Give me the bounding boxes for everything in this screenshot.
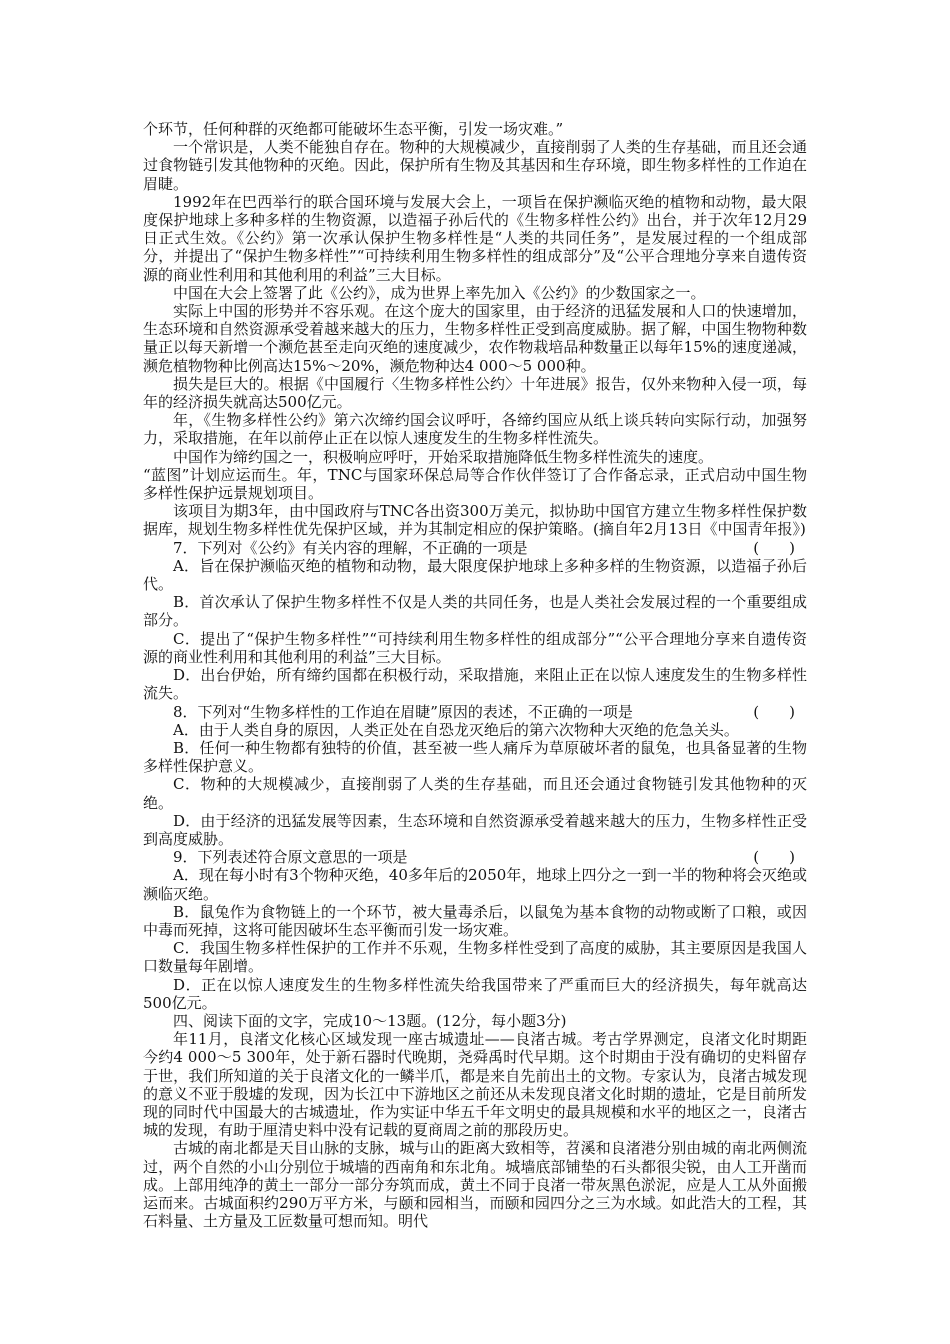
question-8-option-b: B．任何一种生物都有独特的价值，甚至被一些人痛斥为草原破坏者的鼠兔，也具备显著的生物多样性保护意义。 xyxy=(143,738,807,776)
document-body xyxy=(143,120,807,1230)
paragraph-1: 个环节，任何种群的灭绝都可能破坏生态平衡，引发一场灾难。” xyxy=(143,120,564,138)
section-4-paragraph-2: 古城的南北都是天目山脉的支脉，城与山的距离大致相等，苕溪和良渚港分别由城的南北两侧流过，两个自然的小山分别位于城墙的西南角和东北角。城墙底部铺垫的石头都很尖锐，由人工开凿而成。上部用纯净的黄土一部分一部分夯筑而成，黄土不同于良渚一带灰黑色淤泥，应是人工从外面搬运而来。古城面积约290万平方米，与颐和园相当，而颐和园四分之三为水域。如此浩大的工程，其石料量、土方量及工匠数量可想而知。明代 xyxy=(143,1139,807,1231)
paragraph-4: 中国在大会上签署了此《公约》，成为世界上率先加入《公约》的少数国家之一。 xyxy=(173,283,706,302)
question-8-answer-blank: ( ) xyxy=(753,702,795,721)
question-9-answer-blank: ( ) xyxy=(753,848,795,867)
paragraph-8: 中国作为缔约国之一，积极响应呼吁，开始采取措施降低生物多样性流失的速度。 xyxy=(173,447,714,466)
question-7-option-a: A．旨在保护濒临灭绝的植物和动物，最大限度保护地球上多种多样的生物资源，以造福子孙后代。 xyxy=(143,556,807,594)
question-8-option-d: D．由于经济的迅猛发展等因素，生态环境和自然资源承受着越来越大的压力，生物多样性正受到高度威胁。 xyxy=(143,811,807,848)
question-9-stem xyxy=(143,848,807,866)
question-7-answer-blank: ( ) xyxy=(753,538,795,557)
section-4-paragraph-1: 年11月，良渚文化核心区域发现一座古城遗址——良渚古城。考古学界测定，良渚文化时期距今约4 000～5 300年，处于新石器时代晚期，尧舜禹时代早期。这个时期由于没有确切的史料留存于世，我们所知道的关于良渚文化的一鳞半爪，都是来自先前出土的文物。专家认为，良渚古城发现的意义不亚于殷墟的发现，因为长江中下游地区之前还从未发现良渚文化时期的遗址，它是目前所发现的同时代中国最大的古城遗址，作为实证中华五千年文明史的最具规模和水平的地区之一，良渚古城的发现，有助于厘清史料中没有记载的夏商周之前的那段历史。 xyxy=(143,1030,807,1140)
question-9-option-b: B．鼠兔作为食物链上的一个环节，被大量毒杀后，以鼠兔为基本食物的动物或断了口粮，或因中毒而死掉，这将可能因破坏生态平衡而引发一场灾难。 xyxy=(143,902,807,939)
question-9-option-c: C．我国生物多样性保护的工作并不乐观，生物多样性受到了高度的威胁，其主要原因是我国人口数量每年剧增。 xyxy=(143,939,807,976)
paragraph-6: 损失是巨大的。根据《中国履行〈生物多样性公约〉十年进展》报告，仅外来物种入侵一项，每年的经济损失就高达500亿元。 xyxy=(143,374,807,412)
question-7-option-d: D．出台伊始，所有缔约国都在积极行动，采取措施，来阻止正在以惊人速度发生的生物多样性流失。 xyxy=(143,666,807,703)
question-8-text: 8．下列对“生物多样性的工作迫在眉睫”原因的表述，不正确的一项是 xyxy=(173,702,633,721)
question-9-option-a: A．现在每小时有3个物种灭绝，40多年后的2050年，地球上四分之一到一半的物种将会灭绝或濒临灭绝。 xyxy=(143,866,807,903)
paragraph-9: “蓝图”计划应运而生。年，TNC与国家环保总局等合作伙伴签订了合作备忘录，正式启动中国生物多样性保护远景规划项目。 xyxy=(143,465,807,503)
paragraph-5: 实际上中国的形势并不容乐观。在这个庞大的国家里，由于经济的迅猛发展和人口的快速增加，生态环境和自然资源承受着越来越大的压力，生物多样性正受到高度威胁。据了解，中国生物物种数量正以每天新增一个濒危甚至走向灭绝的速度减少，农作物栽培品种数量正以每年15%的速度递减，濒危植物物种比例高达15%～20%，濒危物种达4 000～5 000种。 xyxy=(143,302,807,375)
question-8-stem xyxy=(143,703,807,721)
question-7-option-c: C．提出了“保护生物多样性”“可持续利用生物多样性的组成部分”“公平合理地分享来自遗传资源的商业性利用和其他利用的利益”三大目标。 xyxy=(143,629,807,666)
paragraph-3: 1992年在巴西举行的联合国环境与发展大会上，一项旨在保护濒临灭绝的植物和动物，最大限度保护地球上多种多样的生物资源，以造福子孙后代的《生物多样性公约》出台，并于次年12月29日正式生效。《公约》第一次承认保护生物多样性是“人类的共同任务”，是发展过程的一个组成部分，并提出了“保护生物多样性”“可持续利用生物多样性的组成部分”及“公平合理地分享来自遗传资源的商业性利用和其他利用的利益”三大目标。 xyxy=(143,192,807,284)
paragraph-7: 年，《生物多样性公约》第六次缔约国会议呼吁，各缔约国应从纸上谈兵转向实际行动，加强努力，采取措施，在年以前停止正在以惊人速度发生的生物多样性流失。 xyxy=(143,411,807,448)
question-9-option-d: D．正在以惊人速度发生的生物多样性流失给我国带来了严重而巨大的经济损失，每年就高达500亿元。 xyxy=(143,975,807,1012)
question-7-stem xyxy=(143,539,807,557)
question-8-option-c: C．物种的大规模减少，直接削弱了人类的生存基础，而且还会通过食物链引发其他物种的灭绝。 xyxy=(143,775,807,812)
question-7-text: 7．下列对《公约》有关内容的理解，不正确的一项是 xyxy=(173,538,528,557)
question-7-option-b: B．首次承认了保护生物多样性不仅是人类的共同任务，也是人类社会发展过程的一个重要组成部分。 xyxy=(143,593,807,630)
paragraph-2: 一个常识是，人类不能独自存在。物种的大规模减少，直接削弱了人类的生存基础，而且还会通过食物链引发其他物种的灭绝。因此，保护所有生物及其基因和生存环境，即生物多样性的工作迫在眉睫。 xyxy=(143,138,807,193)
question-9-text: 9．下列表述符合原文意思的一项是 xyxy=(173,848,408,867)
question-8-option-a: A．由于人类自身的原因，人类正处在自恐龙灭绝后的第六次物种大灭绝的危急关头。 xyxy=(173,720,739,739)
paragraph-10: 该项目为期3年，由中国政府与TNC各出资300万美元，拟协助中国官方建立生物多样性保护数据库，规划生物多样性优先保护区域，并为其制定相应的保护策略。(摘自年2月13日《中国青年报》) xyxy=(143,502,807,539)
section-4-heading: 四、阅读下面的文字，完成10～13题。(12分，每小题3分) xyxy=(173,1011,567,1030)
